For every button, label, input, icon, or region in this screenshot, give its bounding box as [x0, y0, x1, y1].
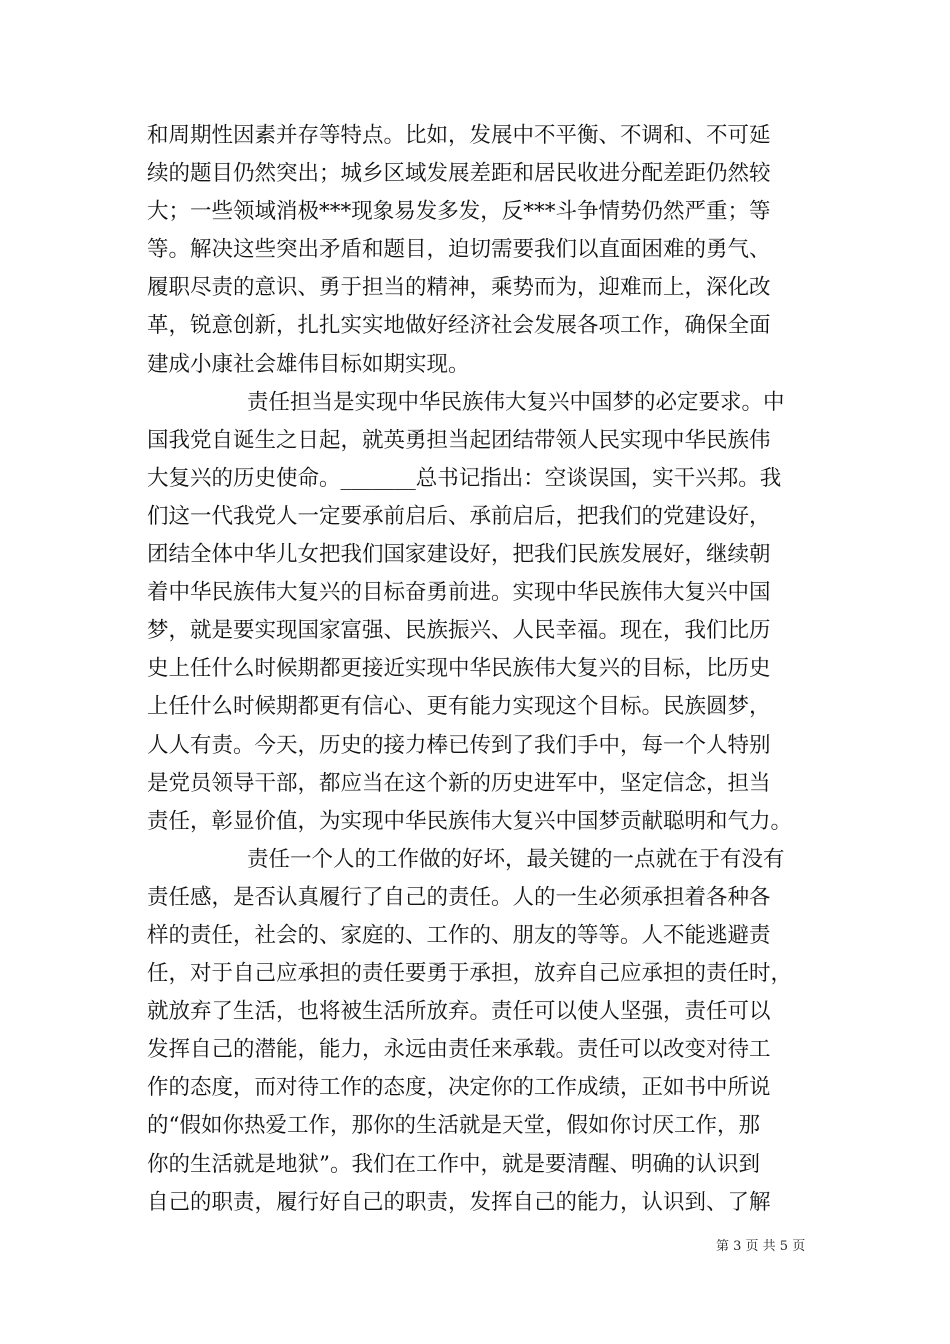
text-line: 续的题目仍然突出；城乡区域发展差距和居民收进分配差距仍然较	[147, 161, 771, 187]
text-line: 大；一些领域消极***现象易发多发，反***斗争情势仍然严重；等	[147, 199, 771, 225]
text-line: 们这一代我党人一定要承前启后、承前启后，把我们的党建设好，	[147, 503, 771, 529]
text-line: 上任什么时候期都更有信心、更有能力实现这个目标。民族圆梦，	[147, 694, 771, 720]
text-line: 史上任什么时候期都更接近实现中华民族伟大复兴的目标，比历史	[147, 656, 771, 682]
text-line: 等。解决这些突出矛盾和题目，迫切需要我们以直面困难的勇气、	[147, 237, 771, 263]
text-line: 自己的职责，履行好自己的职责，发挥自己的能力，认识到、了解	[147, 1189, 771, 1215]
text-line: 的“假如你热爱工作，那你的生活就是天堂，假如你讨厌工作，那	[147, 1113, 760, 1139]
text-line: 发挥自己的潜能，能力，永远由责任来承载。责任可以改变对待工	[147, 1037, 771, 1063]
text-line: 和周期性因素并存等特点。比如，发展中不平衡、不调和、不可延	[147, 123, 771, 148]
text-line: 任，对于自己应承担的责任要勇于承担，放弃自己应承担的责任时，	[147, 961, 793, 987]
text-line: 就放弃了生活，也将被生活所放弃。责任可以使人坚强，责任可以	[147, 999, 771, 1025]
text-line: 样的责任，社会的、家庭的、工作的、朋友的等等。人不能逃避责	[147, 922, 771, 948]
text-line: 革，锐意创新，扎扎实实地做好经济社会发展各项工作，确保全面	[147, 313, 771, 339]
text-line: 人人有责。今天，历史的接力棒已传到了我们手中，每一个人特别	[147, 732, 771, 758]
text-line: 作的态度，而对待工作的态度，决定你的工作成绩，正如书中所说	[147, 1075, 771, 1101]
text-line: 团结全体中华儿女把我们国家建设好，把我们民族发展好，继续朝	[147, 542, 771, 568]
text-line: 履职尽责的意识、勇于担当的精神，乘势而为，迎难而上，深化改	[147, 275, 771, 301]
text-line: 责任，彰显价值，为实现中华民族伟大复兴中国梦贡献聪明和气力。	[147, 808, 793, 834]
page-number: 第 3 页 共 5 页	[716, 1239, 806, 1254]
text-line: 着中华民族伟大复兴的目标奋勇前进。实现中华民族伟大复兴中国	[147, 580, 771, 606]
text-line: 大复兴的历史使命。_______总书记指出：空谈误国，实干兴邦。我	[147, 465, 782, 491]
text-line: 梦，就是要实现国家富强、民族振兴、人民幸福。现在，我们比历	[147, 618, 771, 644]
text-line: 责任感，是否认真履行了自己的责任。人的一生必须承担着各种各	[147, 884, 771, 910]
text-line: 国我党自诞生之日起，就英勇担当起团结带领人民实现中华民族伟	[147, 427, 771, 453]
paragraph-start-line: 责任担当是实现中华民族伟大复兴中国梦的必定要求。中	[247, 389, 785, 415]
paragraph-start-line: 责任一个人的工作做的好坏，最关键的一点就在于有没有	[247, 846, 785, 872]
text-line: 建成小康社会雄伟目标如期实现。	[147, 351, 470, 377]
text-line: 是党员领导干部，都应当在这个新的历史进军中，坚定信念，担当	[147, 770, 771, 796]
body-text	[147, 117, 817, 1222]
text-line: 你的生活就是地狱”。我们在工作中，就是要清醒、明确的认识到	[147, 1151, 760, 1177]
